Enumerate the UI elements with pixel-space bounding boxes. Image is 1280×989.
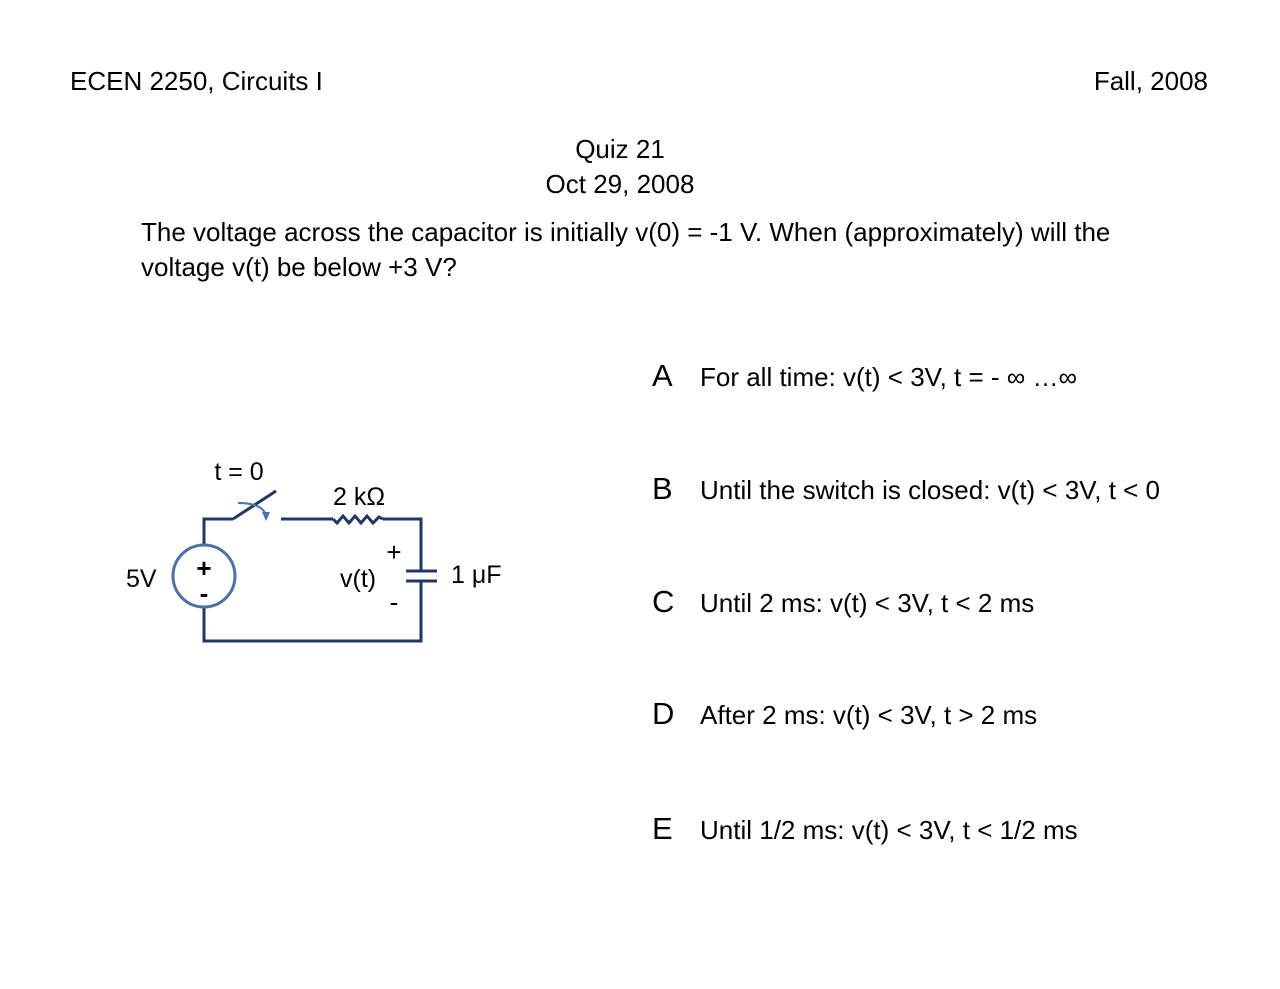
choice-text: Until 2 ms: v(t) < 3V, t < 2 ms: [700, 588, 1035, 618]
switch-label: t = 0: [214, 458, 264, 486]
question-line-2: voltage v(t) be below +3 V?: [141, 252, 457, 282]
source-minus-sign: -: [199, 578, 209, 608]
choice-letter: B: [652, 471, 673, 506]
wire-top-left: [204, 519, 233, 545]
resistor-zigzag: [333, 516, 383, 523]
switch-arrowhead-icon: [262, 512, 270, 521]
choice-a: [652, 358, 1077, 394]
choice-letter: E: [652, 811, 673, 846]
source-plus-sign: +: [196, 553, 212, 583]
voltage-plus-sign: +: [386, 537, 402, 567]
choice-letter: A: [652, 358, 673, 393]
wire-bottom: [204, 582, 421, 641]
choice-text: Until the switch is closed: v(t) < 3V, t < 0: [700, 475, 1161, 505]
capacitor-label: 1 μF: [451, 561, 502, 589]
choice-letter: C: [652, 584, 675, 619]
choice-text: Until 1/2 ms: v(t) < 3V, t < 1/2 ms: [700, 815, 1078, 845]
course-title: ECEN 2250, Circuits I: [70, 66, 323, 96]
choice-text: For all time: v(t) < 3V, t = - ∞ …∞: [700, 362, 1078, 392]
term-label: Fall, 2008: [1093, 66, 1208, 96]
choice-b: [652, 471, 1160, 507]
voltage-label: v(t): [340, 565, 377, 593]
resistor-label: 2 kΩ: [332, 483, 386, 511]
source-label: 5V: [126, 565, 157, 593]
quiz-date: Oct 29, 2008: [545, 169, 695, 199]
choice-c: [652, 584, 1034, 620]
choice-e: [652, 811, 1078, 847]
choice-letter: D: [652, 696, 675, 731]
choice-text: After 2 ms: v(t) < 3V, t > 2 ms: [700, 700, 1038, 730]
question-line-1: The voltage across the capacitor is initially v(0) = -1 V. When (approximately) will the: [141, 217, 1111, 247]
quiz-title: Quiz 21: [575, 134, 665, 164]
voltage-minus-sign: -: [389, 587, 399, 617]
choice-d: [652, 696, 1037, 732]
